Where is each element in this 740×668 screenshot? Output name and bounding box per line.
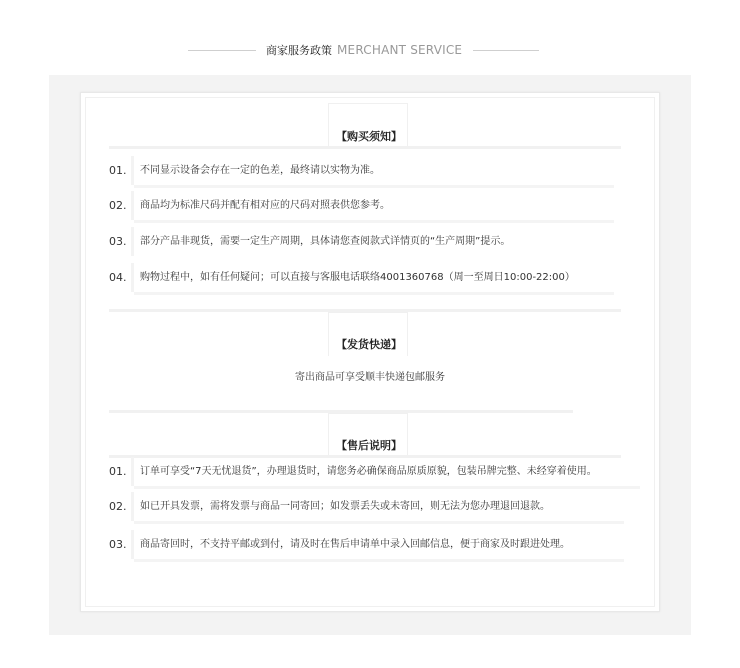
item-underline [134, 559, 624, 562]
item-underline [134, 486, 640, 489]
item-underline [134, 185, 614, 188]
purchase-notice-title: 【购买须知】 [336, 130, 402, 143]
item-text: 不同显示设备会存在一定的色差，最终请以实物为准。 [140, 165, 380, 176]
item-divider [131, 263, 134, 292]
header-title [266, 42, 462, 59]
header-title-cn: 商家服务政策 [266, 44, 332, 57]
item-number: 01. [109, 465, 127, 478]
item-underline [134, 521, 624, 524]
item-underline [134, 220, 614, 223]
item-number: 01. [109, 164, 127, 177]
item-divider [131, 191, 134, 220]
item-divider [131, 156, 134, 185]
item-divider [131, 530, 134, 559]
shipping-title: 【发货快递】 [336, 338, 402, 351]
section-header [0, 42, 740, 60]
item-number: 04. [109, 271, 127, 284]
purchase-notice-divider [109, 146, 621, 149]
item-number: 03. [109, 235, 127, 248]
item-divider [131, 492, 134, 521]
item-number: 02. [109, 500, 127, 513]
header-divider-left [188, 50, 256, 51]
item-text: 商品寄回时，不支持平邮或到付，请及时在售后申请单中录入回邮信息，便于商家及时跟进处理。 [140, 539, 570, 550]
item-text: 部分产品非现货，需要一定生产周期，具体请您查阅款式详情页的“生产周期”提示。 [140, 236, 511, 247]
item-divider [131, 457, 134, 486]
item-text: 如已开具发票，需将发票与商品一同寄回；如发票丢失或未寄回，则无法为您办理退回退款。 [140, 501, 550, 512]
item-underline [134, 292, 614, 295]
header-title-en: MERCHANT SERVICE [337, 43, 463, 57]
item-text: 购物过程中，如有任何疑问；可以直接与客服电话联络4001360768（周一至周日10:00-22:00） [140, 272, 575, 283]
item-text: 订单可享受“7天无忧退货”，办理退货时，请您务必确保商品原质原貌，包装吊牌完整、未经穿着使用。 [140, 466, 597, 477]
header-divider-right [473, 50, 539, 51]
shipping-text: 寄出商品可享受顺丰快递包邮服务 [295, 372, 445, 383]
item-number: 03. [109, 538, 127, 551]
after-sales-title: 【售后说明】 [336, 439, 402, 452]
item-number: 02. [109, 199, 127, 212]
item-divider [131, 227, 134, 256]
item-text: 商品均为标准尺码并配有相对应的尺码对照表供您参考。 [140, 200, 390, 211]
